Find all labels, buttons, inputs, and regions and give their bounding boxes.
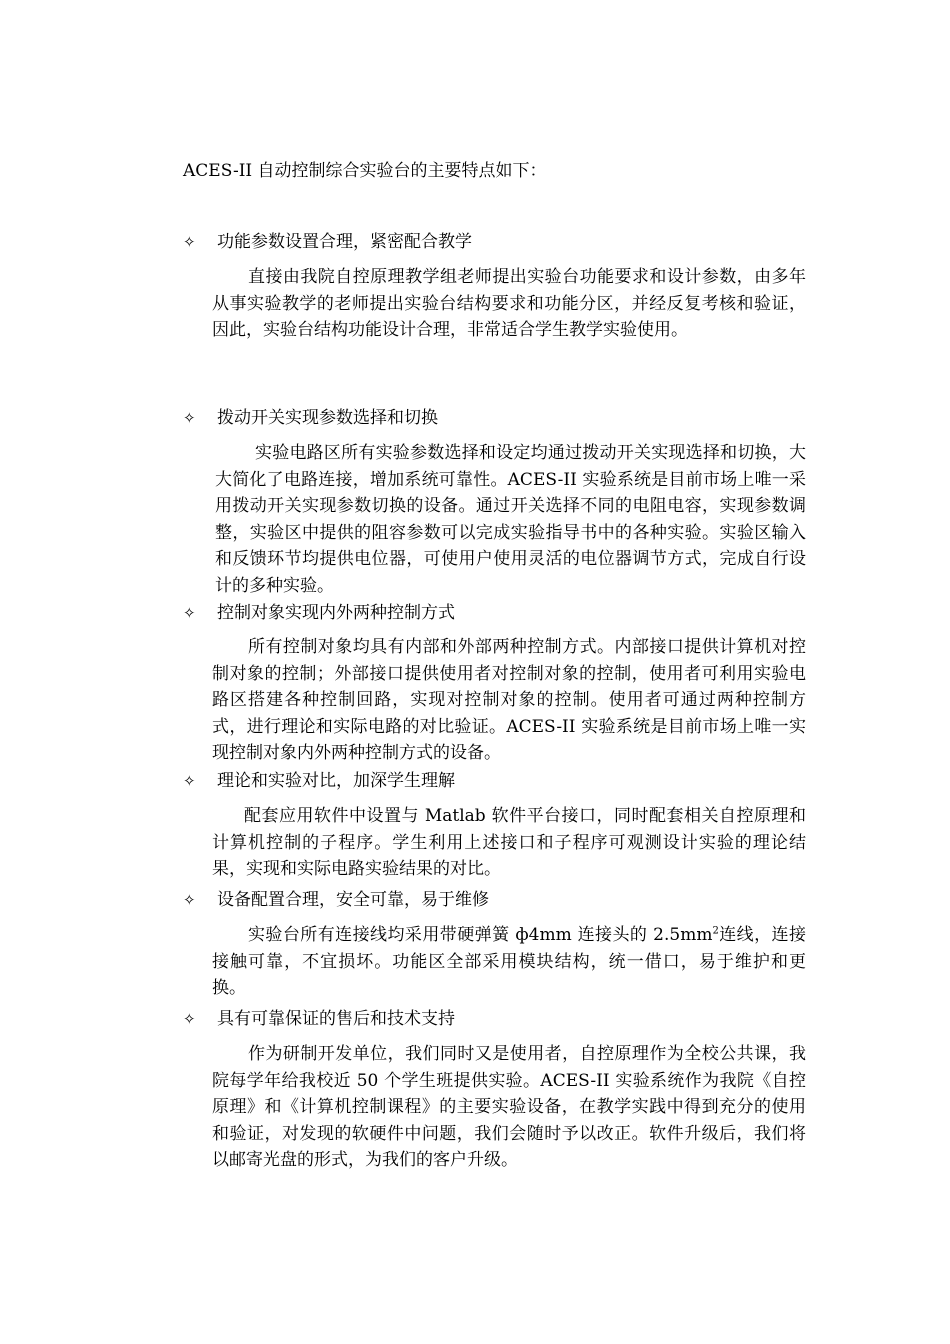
section-body-5-pre: 实验台所有连接线均采用带硬弹簧 ф4mm 连接头的 2.5mm — [248, 925, 713, 945]
section-body-6: 作为研制开发单位，我们同时又是使用者，自控原理作为全校公共课，我院每学年给我校近 50 个学生班提供实验。ACES-II 实验系统作为我院《自控原理》和《计算机控制课程》的主要实验设备，在教学实践中得到充分的使用和验证，对发现的软硬件中问题，我们会随时予以改正。软件升级后，我们将以邮寄光盘的形式，为我们的客户升级。 — [212, 1044, 806, 1170]
section-heading-6 — [183, 1005, 455, 1033]
section-heading-3 — [183, 599, 455, 627]
section-body-2: 实验电路区所有实验参数选择和设定均通过拨动开关实现选择和切换，大大简化了电路连接，增加系统可靠性。ACES-II 实验系统是目前市场上唯一采用拨动开关实现参数切换的设备。通过开关选择不同的电阻电容，实现参数调整，实验区中提供的阻容参数可以完成实验指导书中的各种实验。实验区输入和反馈环节均提供电位器，可使用户使用灵活的电位器调节方式，完成自行设计的多种实验。 — [215, 443, 806, 596]
diamond-bullet-icon: ✧ — [183, 772, 196, 790]
superscript-2: 2 — [712, 925, 719, 937]
section-heading-text: 理论和实验对比，加深学生理解 — [217, 771, 455, 791]
section-heading-text: 拨动开关实现参数选择和切换 — [217, 408, 438, 428]
section-heading-text: 控制对象实现内外两种控制方式 — [217, 603, 455, 623]
section-heading-1 — [183, 228, 472, 256]
diamond-bullet-icon: ✧ — [183, 604, 196, 622]
section-body-4: 配套应用软件中设置与 Matlab 软件平台接口，同时配套相关自控原理和计算机控制的子程序。学生利用上述接口和子程序可观测设计实验的理论结果，实现和实际电路实验结果的对比。 — [212, 806, 806, 879]
section-body-3: 所有控制对象均具有内部和外部两种控制方式。内部接口提供计算机对控制对象的控制；外部接口提供使用者对控制对象的控制，使用者可利用实验电路区搭建各种控制回路，实现对控制对象的控制。使用者可通过两种控制方式，进行理论和实际电路的对比验证。ACES-II 实验系统是目前市场上唯一实现控制对象内外两种控制方式的设备。 — [212, 637, 806, 763]
section-heading-2 — [183, 404, 438, 432]
section-body-5-post: 连线，连接接触可靠，不宜损坏。功能区全部采用模块结构，统一借口，易于维护和更换。 — [212, 925, 806, 998]
diamond-bullet-icon: ✧ — [183, 409, 196, 427]
document-title: ACES-II 自动控制综合实验台的主要特点如下： — [183, 161, 547, 181]
section-body-1: 直接由我院自控原理教学组老师提出实验台功能要求和设计参数，由多年从事实验教学的老师提出实验台结构要求和功能分区，并经反复考核和验证，因此，实验台结构功能设计合理，非常适合学生教学实验使用。 — [212, 267, 806, 340]
diamond-bullet-icon: ✧ — [183, 891, 196, 909]
section-body-5 — [212, 922, 806, 1002]
section-heading-text: 具有可靠保证的售后和技术支持 — [217, 1009, 455, 1029]
section-heading-text: 设备配置合理，安全可靠，易于维修 — [217, 890, 489, 910]
section-heading-4 — [183, 767, 455, 795]
diamond-bullet-icon: ✧ — [183, 233, 196, 251]
section-heading-5 — [183, 886, 489, 914]
diamond-bullet-icon: ✧ — [183, 1010, 196, 1028]
section-heading-text: 功能参数设置合理，紧密配合教学 — [217, 232, 472, 252]
